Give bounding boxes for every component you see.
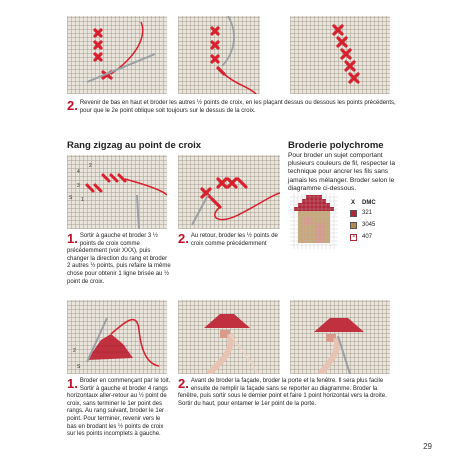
photo-top-3 bbox=[290, 16, 390, 94]
svg-text:S: S bbox=[69, 195, 73, 201]
photo-bottom-1 bbox=[67, 300, 167, 374]
page-number: 29 bbox=[423, 442, 432, 451]
legend-code: 407 bbox=[362, 234, 373, 240]
photo-bottom-2 bbox=[178, 300, 280, 374]
svg-text:3: 3 bbox=[77, 183, 80, 189]
step-number: 1. bbox=[67, 376, 78, 391]
legend-code: 321 bbox=[362, 210, 373, 216]
legend-row bbox=[350, 210, 390, 218]
step-number: 2. bbox=[67, 98, 78, 113]
step-text: Avant de broder la façade, broder la porte et la fenêtre. Il sera plus facile ensuite de remplir la façade sans se reporter au diagramme. Broder la fenêtre, puis sortir sous le dernier point et faire 1 point horizontal vers la droite. Sortir du haut, pour entamer le 1er point de la porte. bbox=[178, 378, 387, 407]
color-legend bbox=[350, 200, 400, 244]
photo-zigzag-2 bbox=[178, 155, 280, 229]
bottom-step1-caption bbox=[67, 378, 171, 439]
step-number: 1. bbox=[67, 231, 78, 246]
bottom-step2-caption bbox=[178, 378, 392, 408]
zigzag-step2-caption bbox=[178, 233, 278, 248]
legend-swatch bbox=[350, 210, 357, 217]
step-text: Broder en commençant par le toit. Sortir à gauche et broder 4 rangs horizontaux aller-retour au ½ point de croix, sans terminer le 1er point des rangs. Au rang suivant, broder le 1er point. Pour terminer, revenir vers le bas en brodant les ½ points de croix sur les points incomplets à gauche. bbox=[67, 378, 171, 438]
legend-code: 3045 bbox=[362, 222, 376, 228]
svg-text:4: 4 bbox=[77, 169, 80, 175]
step-number: 2. bbox=[178, 376, 189, 391]
svg-text:S: S bbox=[77, 364, 81, 370]
step-top-caption bbox=[67, 100, 397, 115]
polychrome-text: Pour broder un sujet comportant plusieurs couleurs de fil, respecter la technique pour ancrer les fils sans jamais les mélanger. Broder selon le diagramme ci-dessous. bbox=[288, 152, 396, 192]
legend-header-dmc: DMC bbox=[362, 200, 376, 206]
legend-swatch bbox=[350, 222, 357, 229]
step-text: Au retour, broder les ½ points de croix comme précédemment bbox=[190, 233, 278, 247]
photo-bottom-3 bbox=[290, 300, 390, 374]
zigzag-heading: Rang zigzag au point de croix bbox=[67, 140, 202, 151]
photo-zigzag-1 bbox=[67, 155, 167, 229]
polychrome-heading: Broderie polychrome bbox=[288, 140, 384, 151]
step-text: Sortir à gauche et broder 3 ½ points de croix comme précédemment (voir XXX), puis changer la direction du rang et broder 2 autres ½ points, puis refaire la même chose pour obtenir 1 ligne brisée au ½ point de croix. bbox=[67, 233, 171, 285]
legend-row bbox=[350, 234, 390, 242]
svg-text:2: 2 bbox=[73, 348, 76, 354]
legend-header-x: X bbox=[351, 200, 356, 206]
photo-top-1 bbox=[67, 16, 167, 94]
svg-text:2: 2 bbox=[89, 163, 92, 169]
svg-text:1: 1 bbox=[81, 197, 84, 203]
zigzag-step1-caption bbox=[67, 233, 171, 286]
legend-row bbox=[350, 222, 390, 230]
step-number: 2. bbox=[178, 231, 189, 246]
step-text: Revenir de bas en haut et broder les autres ½ points de croix, en les plaçant dessus ou dessous les points précédents, pour que le 2e point oblique soit toujours sur le dessus de la croix. bbox=[79, 100, 396, 114]
cross-stitch-diagram bbox=[290, 193, 338, 249]
legend-swatch: × bbox=[352, 234, 356, 240]
photo-top-2 bbox=[178, 16, 260, 94]
